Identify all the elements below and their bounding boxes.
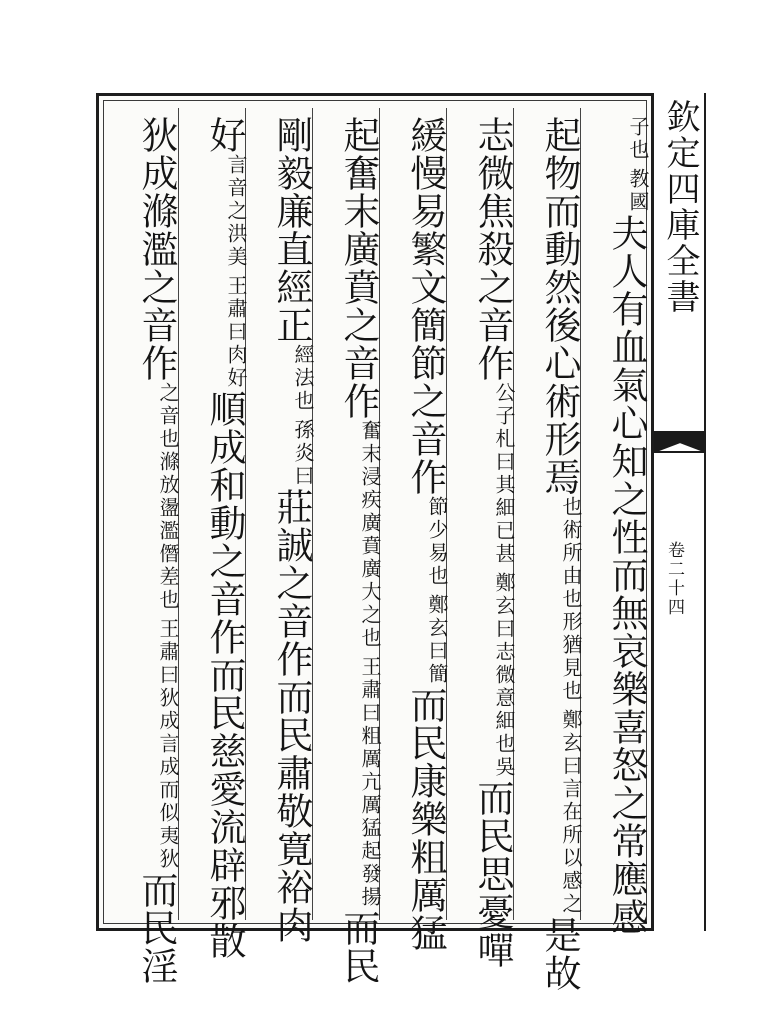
column-text — [179, 116, 248, 960]
main-text: 而民淫 — [135, 871, 178, 985]
text-column-5 — [312, 108, 382, 985]
text-column-3 — [446, 108, 516, 969]
annotation — [322, 420, 380, 909]
annotation-line: 教國 — [626, 168, 650, 214]
annotation-line: 也術所由也形猶見也 — [559, 496, 583, 703]
annotation — [188, 154, 246, 390]
annotation — [255, 344, 313, 488]
column-text — [447, 116, 516, 969]
column-text — [246, 116, 315, 944]
main-text: 緩慢易繁文簡節之音作 — [404, 116, 447, 496]
annotation-line: 公子札曰其細已甚 — [492, 382, 516, 566]
column-text — [313, 116, 382, 985]
main-text: 起奮末廣賁之音作 — [337, 116, 380, 420]
main-text: 志微焦殺之音作 — [471, 116, 514, 382]
page-frame — [96, 93, 654, 992]
main-text: 狄成滌濫之音作 — [135, 116, 178, 382]
text-column-1 — [580, 108, 650, 936]
column-text — [514, 116, 583, 992]
main-text: 莊誠之音作而民肅敬寛裕肉 — [270, 488, 313, 944]
annotation-line: 鄭玄曰簡 — [425, 594, 449, 686]
annotation-line: 鄭玄曰志微意細也吳 — [492, 572, 516, 779]
margin-strip — [654, 93, 710, 931]
main-text: 剛毅廉直經正 — [270, 116, 313, 344]
text-column-2 — [513, 108, 583, 992]
main-text: 順成和動之音作而民慈愛流辟邪散 — [203, 390, 246, 960]
annotation-line: 子也 — [626, 116, 650, 162]
annotation-line: 王肅曰狄成言成而似夷狄 — [156, 618, 180, 871]
column-text — [581, 116, 650, 936]
fishtail-mark — [654, 431, 706, 453]
annotation-line: 鄭玄曰言在所以感之 — [559, 709, 583, 916]
column-text — [380, 116, 449, 952]
column-text — [111, 116, 180, 985]
annotation — [523, 496, 581, 916]
annotation — [456, 382, 514, 779]
juan-number: 卷二十四 — [664, 541, 684, 617]
main-text: 而民康樂粗厲猛 — [404, 686, 447, 952]
strip-rule — [704, 93, 706, 931]
main-text: 好 — [203, 116, 246, 154]
annotation-line: 奮末浸疾廣賁廣大之也 — [358, 420, 382, 650]
annotation-line: 言音之洪美 — [224, 154, 248, 269]
text-column-4 — [379, 108, 449, 952]
main-text: 起物而動然後心術形焉 — [538, 116, 581, 496]
main-text: 是故 — [538, 916, 581, 992]
main-text: 而民 — [337, 909, 380, 985]
text-column-6 — [245, 108, 315, 944]
annotation-line: 經法也 — [291, 344, 315, 413]
text-column-8 — [111, 108, 180, 985]
main-text: 而民思憂嘽 — [471, 779, 514, 969]
annotation-line: 之音也滌放盪濫僭差也 — [156, 382, 180, 612]
book-title: 欽定四庫全書 — [660, 99, 700, 315]
annotation — [590, 116, 648, 214]
annotation-line: 王肅曰粗厲亢厲猛起發揚 — [358, 656, 382, 909]
annotation — [389, 496, 447, 686]
fishtail-line — [654, 451, 706, 453]
annotation-line: 孫炎曰 — [291, 419, 315, 488]
annotation — [120, 382, 178, 871]
annotation-line: 節少易也 — [425, 496, 449, 588]
main-text: 夫人有血氣心知之性而無哀樂喜怒之常應感 — [605, 214, 648, 936]
annotation-line: 王肅曰肉好 — [224, 275, 248, 390]
text-column-7 — [178, 108, 248, 960]
